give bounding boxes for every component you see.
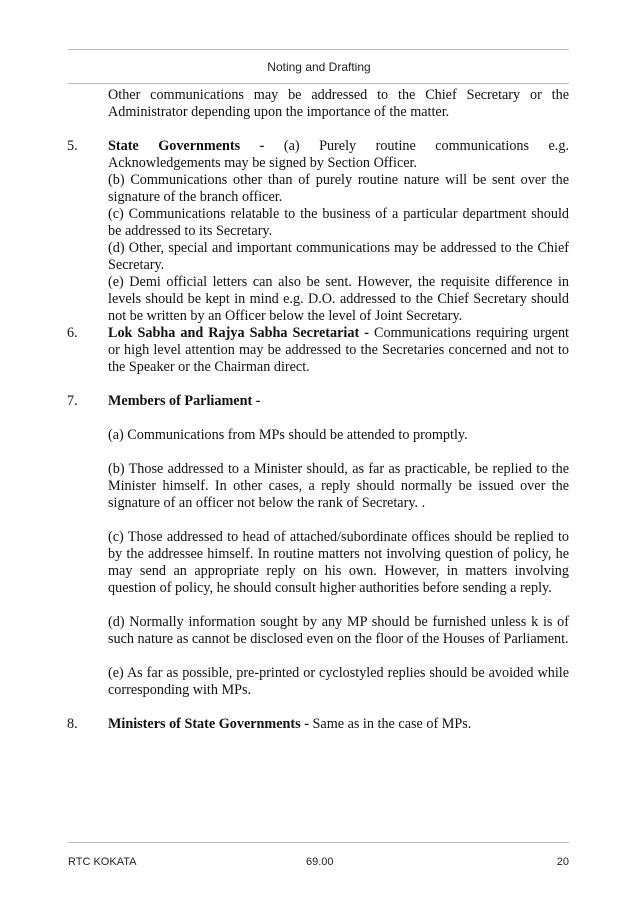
item-7-sub-a: (a) Communications from MPs should be attended to promptly. [108, 427, 468, 443]
page-number: 20 [556, 856, 569, 868]
intro-paragraph: Other communications may be addressed to the Chief Secretary or the Administrator depending upon the importance of the matter. [108, 87, 569, 120]
item-heading: Lok Sabha and Rajya Sabha Secretariat - [108, 325, 369, 341]
item-number: 7. [67, 393, 78, 409]
item-heading: Ministers of State Governments - [108, 716, 309, 732]
item-7-sub-d: (d) Normally information sought by any MP should be furnished unless k is of such nature as cannot be disclosed even on the floor of the Houses of Parliament. [108, 614, 569, 647]
item-7-heading [67, 393, 569, 410]
page-body [0, 87, 638, 733]
item-number: 6. [67, 325, 78, 341]
item-heading: Members of Parliament - [108, 393, 261, 409]
item-7-sub-c: (c) Those addressed to head of attached/subordinate offices should be replied to by the addressee himself. In routine matters not involving question of policy, he may send an appropriate reply on his own. However, in matters involving question of policy, he should consult higher authorities before sending a reply. [108, 529, 569, 596]
item-5-sub-d: (d) Other, special and important communications may be addressed to the Chief Secretary. [108, 240, 569, 273]
header-bottom-rule [68, 83, 569, 84]
running-header: Noting and Drafting [267, 60, 371, 74]
footer-code: 69.00 [306, 856, 334, 868]
item-number: 8. [67, 716, 78, 732]
item-heading: State Governments - [108, 138, 265, 154]
item-6 [67, 325, 570, 376]
header-top-rule [68, 49, 569, 50]
footer-rule [68, 842, 569, 843]
item-7-sub-e: (e) As far as possible, pre-printed or cyclostyled replies should be avoided while corresponding with MPs. [108, 665, 569, 698]
item-8 [67, 716, 569, 733]
item-lead-text: Same as in the case of MPs. [308, 716, 472, 732]
item-number: 5. [67, 138, 78, 154]
item-5-sub-e: (e) Demi official letters can also be sent. However, the requisite difference in levels should be kept in mind e.g. D.O. addressed to the Chief Secretary should not be written by an Officer below the level of Joint Secretary. [108, 274, 569, 324]
item-lead-text: Communications requiring urgent or high level attention may be addressed to the Secretaries concerned and not to the Speaker or the Chairman direct. [108, 325, 570, 375]
footer-institution: RTC KOKATA [68, 856, 137, 868]
item-5-sub-b: (b) Communications other than of purely routine nature will be sent over the signature of the branch officer. [108, 172, 569, 205]
item-lead-text: (a) Purely routine communications e.g. Acknowledgements may be signed by Section Officer. [108, 138, 569, 171]
item-5-lead [67, 138, 569, 172]
item-7-sub-b: (b) Those addressed to a Minister should, as far as practicable, be replied to the Minister himself. In other cases, a reply should normally be issued over the signature of an officer not below the rank of Secretary. . [108, 461, 569, 511]
item-5-sub-c: (c) Communications relatable to the business of a particular department should be addressed to its Secretary. [108, 206, 569, 239]
